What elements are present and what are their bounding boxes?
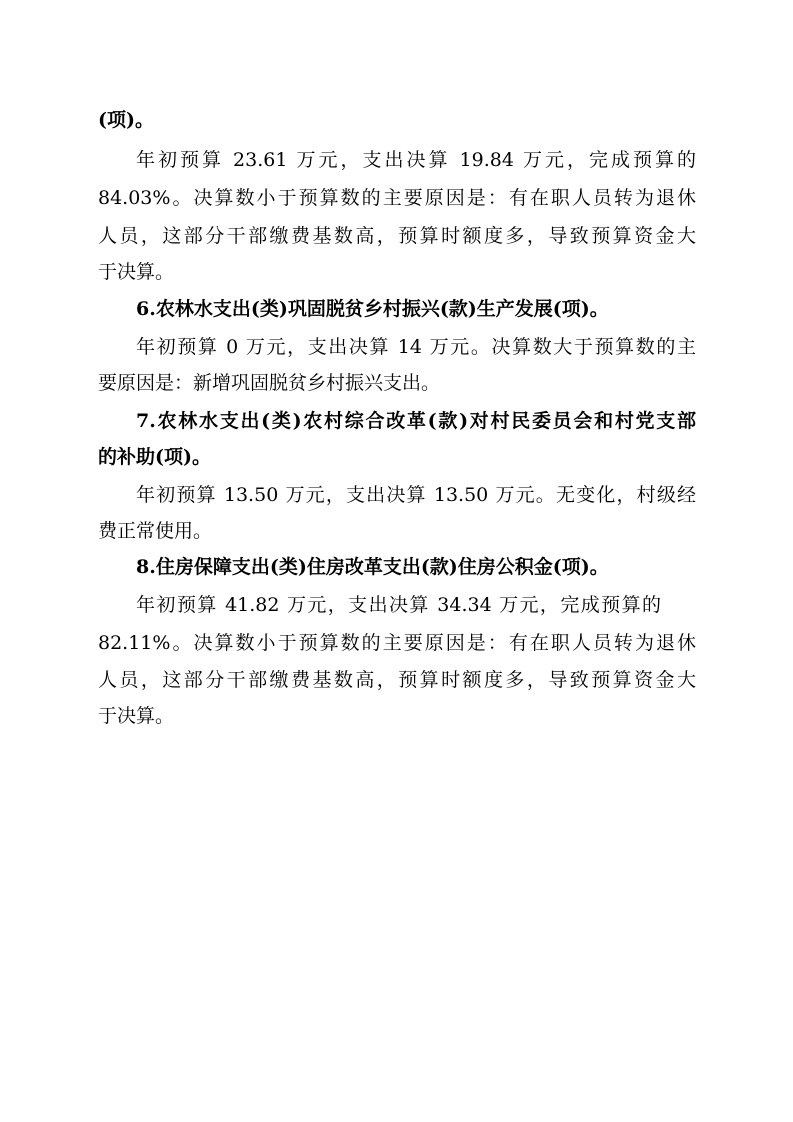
item-6-paragraph-line-2: 要原因是：新增巩固脱贫乡村振兴支出。: [98, 372, 441, 394]
item-5-paragraph-line-3: 人员，这部分干部缴费基数高，预算时额度多，导致预算资金大: [98, 225, 696, 247]
item-5-paragraph-line-4: 于决算。: [98, 261, 175, 283]
item-8-paragraph-line-3: 人员，这部分干部缴费基数高，预算时额度多，导致预算资金大: [98, 669, 696, 691]
item-5-heading-end: (项)。: [98, 109, 154, 131]
item-7-heading-line-2: 的补助(项)。: [98, 446, 211, 468]
item-5-paragraph-line-1: 年初预算 23.61 万元，支出决算 19.84 万元，完成预算的: [136, 149, 696, 171]
item-7-paragraph-line-2: 费正常使用。: [98, 520, 213, 542]
item-6-heading: 6.农林水支出(类)巩固脱贫乡村振兴(款)生产发展(项)。: [136, 298, 609, 320]
item-8-paragraph-line-2: 82.11%。决算数小于预算数的主要原因是：有在职人员转为退休: [98, 632, 696, 654]
item-6-paragraph-line-1: 年初预算 0 万元，支出决算 14 万元。决算数大于预算数的主: [136, 336, 696, 358]
item-8-heading: 8.住房保障支出(类)住房改革支出(款)住房公积金(项)。: [136, 556, 609, 578]
item-8-paragraph-line-1: 年初预算 41.82 万元，支出决算 34.34 万元，完成预算的: [136, 594, 661, 616]
item-8-paragraph-line-4: 于决算。: [98, 705, 175, 727]
item-7-heading-line-1: 7.农林水支出(类)农村综合改革(款)对村民委员会和村党支部: [136, 410, 696, 432]
item-5-paragraph-line-2: 84.03%。决算数小于预算数的主要原因是：有在职人员转为退休: [98, 187, 696, 209]
item-7-paragraph-line-1: 年初预算 13.50 万元，支出决算 13.50 万元。无变化，村级经: [136, 484, 696, 506]
